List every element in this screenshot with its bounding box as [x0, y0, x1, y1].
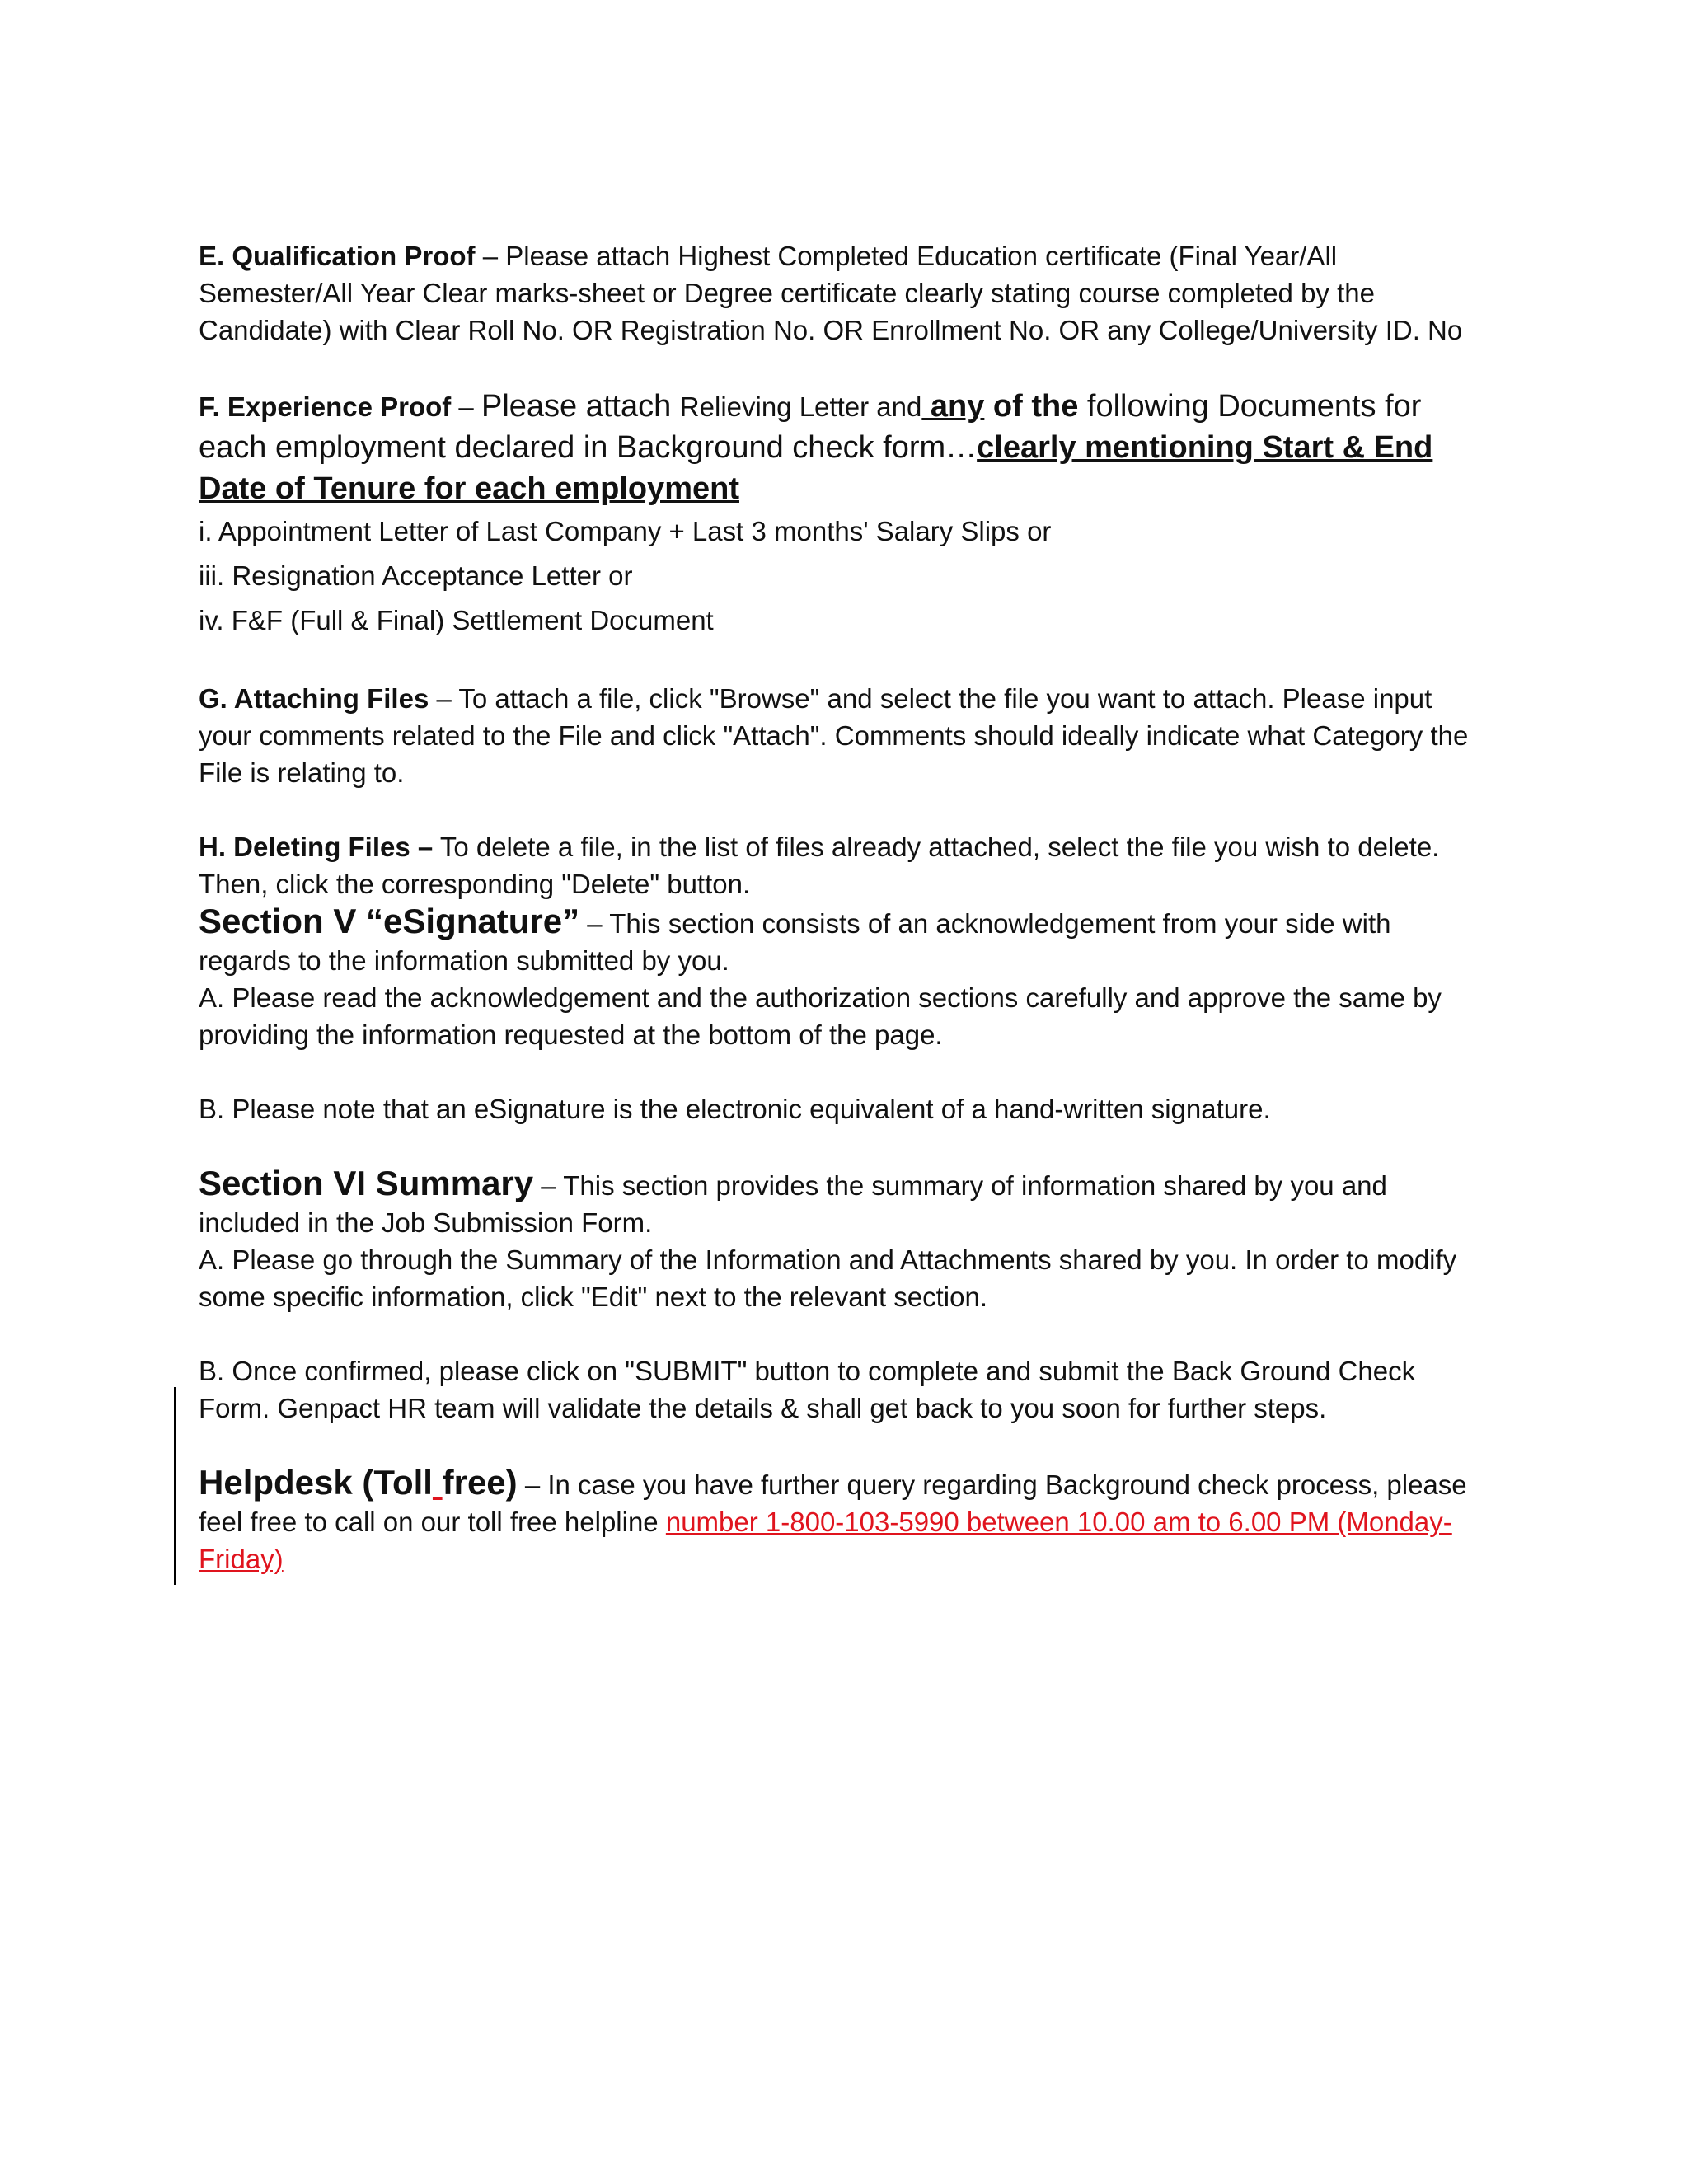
- section-f-paragraph: [199, 386, 1484, 509]
- section-h-paragraph: [199, 828, 1484, 902]
- section-h-text: To delete a file, in the list of files already attached, select the file you wish to delete. Then, click the corresponding "Delete" button.: [199, 832, 1440, 899]
- section-e-text: – Please attach Highest Completed Education certificate (Final Year/All Semester/All Year Clear marks-sheet or Degree certificate clearly stating course completed by the Candidate) with Clear Roll No. OR Registration No. OR Enrollment No. OR any College/University ID. No: [199, 241, 1463, 345]
- section-g-text: – To attach a file, click "Browse" and select the file you want to attach. Please input your comments related to the File and click "Attach". Comments should ideally indicate what Category the File is relating to.: [199, 683, 1469, 788]
- section-f-item-1: i. Appointment Letter of Last Company + Last 3 months' Salary Slips or: [199, 516, 1052, 546]
- section-v-text: – This section consists of an acknowledgement from your side with regards to the information submitted by you.: [199, 908, 1391, 976]
- section-v-item-a: A. Please read the acknowledgement and the authorization sections carefully and approve the same by providing the information requested at the bottom of the page.: [199, 982, 1442, 1050]
- section-g-heading: G. Attaching Files: [199, 683, 429, 714]
- section-g-paragraph: [199, 680, 1484, 791]
- section-vi-text: – This section provides the summary of information shared by you and included in the Job Submission Form.: [199, 1170, 1387, 1238]
- helpdesk-paragraph: [199, 1464, 1484, 1577]
- section-f-text-please: Please attach: [481, 389, 680, 424]
- section-v-paragraph: [199, 902, 1484, 979]
- section-v-title: Section V “eSignature”: [199, 902, 580, 940]
- section-vi-title: Section VI Summary: [199, 1164, 534, 1202]
- helpdesk-title-part-1: Helpdesk (Toll: [199, 1463, 433, 1502]
- section-f-dash: –: [451, 391, 481, 422]
- section-f-emphasis: clearly mentioning Start & End Date of Tenure for each employment: [199, 430, 1433, 506]
- section-vi-paragraph: [199, 1165, 1484, 1241]
- section-v-item-b: B. Please note that an eSignature is the electronic equivalent of a hand-written signature.: [199, 1094, 1271, 1124]
- helpdesk-title-space: [433, 1463, 443, 1502]
- section-h-heading: H. Deleting Files –: [199, 832, 434, 862]
- section-vi-item-a: A. Please go through the Summary of the Information and Attachments shared by you. In order to modify some specific information, click "Edit" next to the relevant section.: [199, 1244, 1457, 1312]
- section-f-any: any: [921, 389, 985, 424]
- section-vi-item-b: B. Once confirmed, please click on "SUBMIT" button to complete and submit the Back Ground Check Form. Genpact HR team will validate the details & shall get back to you soon for further steps.: [199, 1356, 1416, 1423]
- section-f-text-relieving: Relieving Letter and: [679, 391, 922, 422]
- helpdesk-title-part-2: free): [442, 1463, 518, 1502]
- document-body: [199, 237, 1484, 1577]
- section-f-of-the: of the: [984, 389, 1079, 424]
- section-f-item-2: iii. Resignation Acceptance Letter or: [199, 560, 633, 591]
- section-f-heading: F. Experience Proof: [199, 391, 452, 422]
- section-f-item-3: iv. F&F (Full & Final) Settlement Document: [199, 605, 714, 635]
- revision-change-bar: [174, 1387, 176, 1585]
- helpdesk-text: – In case you have further query regarding Background check process, please feel free to call on our toll free helpline: [199, 1469, 1467, 1537]
- section-e-heading: E. Qualification Proof: [199, 241, 476, 271]
- section-f-text-following: following Documents for each employment declared in Background check form…: [199, 389, 1422, 465]
- section-e-paragraph: [199, 237, 1484, 349]
- helpdesk-contact-link[interactable]: number 1-800-103-5990 between 10.00 am to 6.00 PM (Monday- Friday): [199, 1507, 1452, 1574]
